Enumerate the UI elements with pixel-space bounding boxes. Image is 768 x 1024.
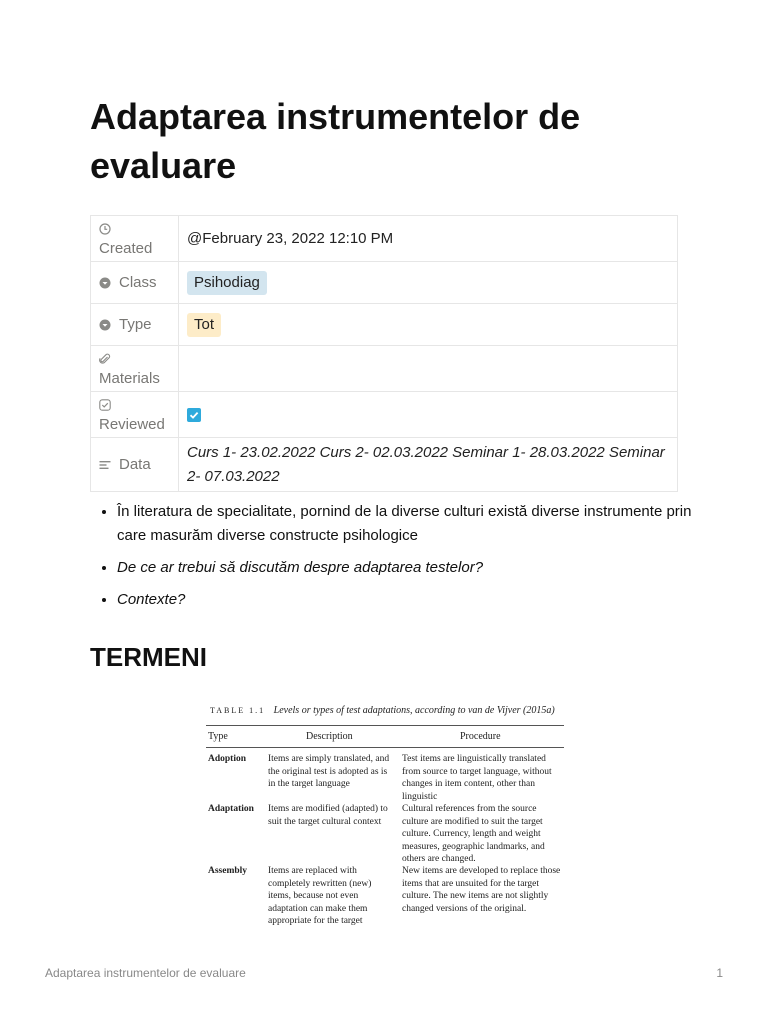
figure-rule [206, 747, 564, 748]
figure-label: TABLE 1.1 [210, 706, 266, 715]
reviewed-checkbox[interactable] [187, 408, 201, 422]
property-key-label: Materials [99, 369, 160, 387]
property-key [91, 262, 179, 304]
property-key [91, 346, 179, 392]
data-value: Curs 1- 23.02.2022 Curs 2- 02.03.2022 Seminar 1- 28.03.2022 Seminar 2- 07.03.2022 [179, 438, 678, 492]
figure-column-header: Procedure [460, 731, 501, 742]
property-key-label: Data [119, 455, 151, 473]
text-lines-icon [99, 459, 111, 471]
checkbox-icon [99, 399, 111, 411]
select-icon [99, 277, 111, 289]
figure-rule [206, 725, 564, 726]
figure-row-description: Items are simply translated, and the original test is adopted as is in the target language [268, 754, 390, 790]
property-key [91, 304, 179, 346]
type-value-cell[interactable] [179, 304, 678, 346]
property-key-label: Created [99, 239, 153, 257]
figure-row-type: Assembly [208, 866, 248, 876]
property-key-label: Reviewed [99, 415, 165, 433]
property-key-label: Class [119, 273, 157, 291]
list-item: • De ce ar trebui să discutăm despre adaptarea testelor? [117, 556, 707, 580]
figure-row-description: Items are modified (adapted) to suit the target cultural context [268, 804, 388, 827]
footer-page-number: 1 [716, 966, 723, 980]
page-title: Adaptarea instrumentelor de evaluare [90, 96, 581, 186]
property-row-materials [91, 346, 678, 392]
class-value-cell[interactable] [179, 262, 678, 304]
list-item: • În literatura de specialitate, pornind de la diverse culturi există diverse instrumente prin care masurăm diverse constructe psihologice [117, 500, 707, 548]
figure-column-header: Type [208, 731, 228, 742]
figure-row-procedure: New items are developed to replace those items that are unsuited for the target culture. The new items are not slightly changed versions of the original. [402, 866, 561, 914]
property-row-type [91, 304, 678, 346]
type-tag[interactable]: Tot [187, 313, 221, 337]
list-item: • Contexte? [117, 588, 707, 612]
clock-icon [99, 223, 111, 235]
class-tag[interactable]: Psihodiag [187, 271, 267, 295]
figure-caption [210, 705, 555, 716]
figure-title: Levels or types of test adaptations, according to van de Vijver (2015a) [273, 705, 555, 716]
figure-column-header: Description [306, 731, 353, 742]
figure-row-type: Adaptation [208, 804, 254, 814]
select-icon [99, 319, 111, 331]
property-key [91, 392, 179, 438]
property-row-reviewed [91, 392, 678, 438]
footer-title: Adaptarea instrumentelor de evaluare [45, 966, 246, 980]
property-key-label: Type [119, 315, 152, 333]
materials-value[interactable] [179, 346, 678, 392]
figure-row-procedure: Test items are linguistically translated from source to target language, without changes in item content, other than linguistic [402, 754, 552, 802]
property-row-data [91, 438, 678, 492]
figure-row-procedure: Cultural references from the source culture are modified to suit the target culture. Currency, length and weight measures, geographic landmarks, and others are changed. [402, 804, 545, 865]
property-key [91, 438, 179, 492]
property-row-class [91, 262, 678, 304]
reviewed-value[interactable] [179, 392, 678, 438]
table-figure-image [180, 697, 588, 927]
section-heading: TERMENI [90, 642, 207, 672]
property-key [91, 216, 179, 262]
bullet-list [90, 500, 707, 620]
created-value: @February 23, 2022 12:10 PM [179, 216, 678, 262]
properties-table [90, 215, 678, 492]
figure-row-type: Adoption [208, 754, 247, 764]
figure-row-description: Items are replaced with completely rewritten (new) items, because not even adaptation can make them appropriate for the target [268, 866, 372, 927]
property-row-created [91, 216, 678, 262]
paperclip-icon [99, 353, 111, 365]
